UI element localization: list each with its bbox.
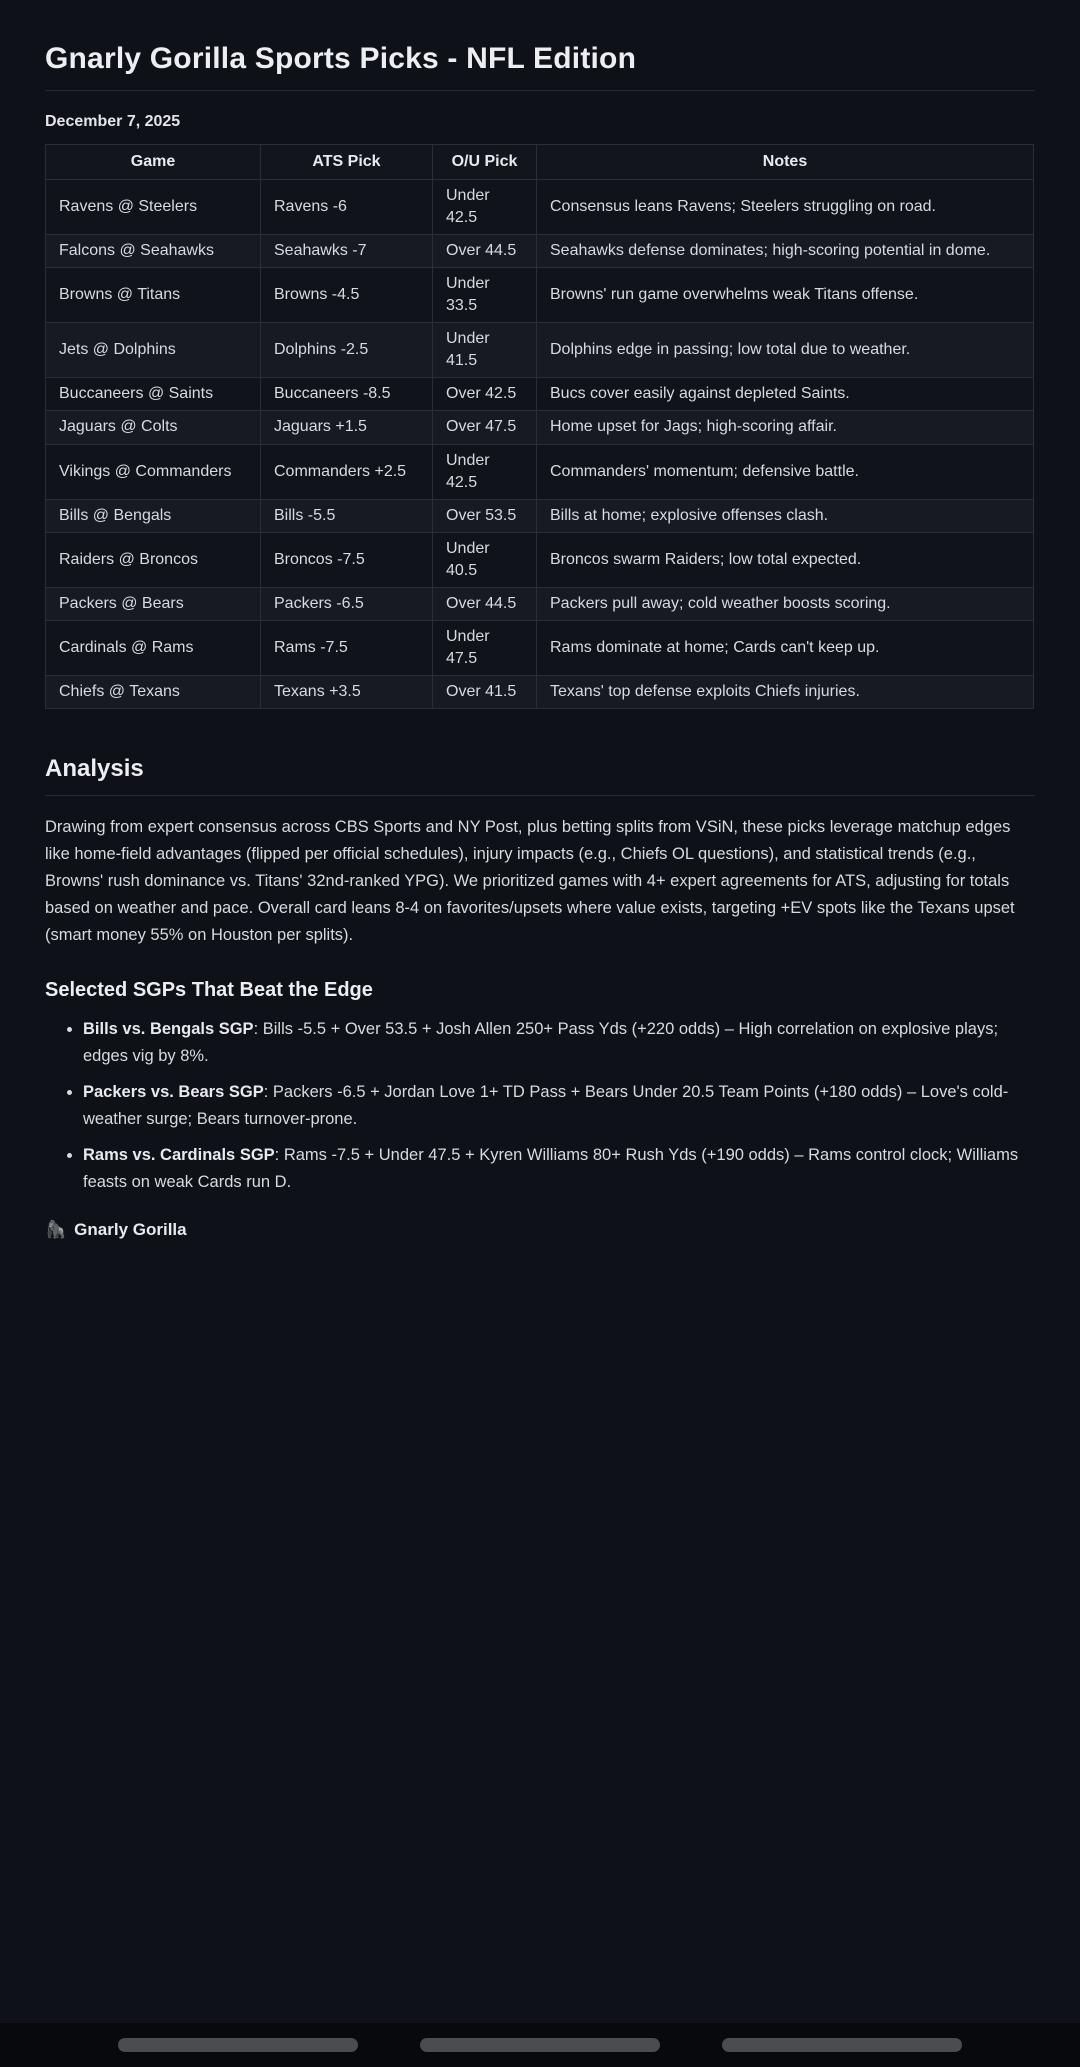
table-row xyxy=(46,323,1034,378)
cell-notes xyxy=(537,621,1034,676)
sgp-item-text: : Packers -6.5 + Jordan Love 1+ TD Pass + Bears Under 20.5 Team Points (+180 odds) – Love's cold-weather surge; Bears turnover-prone. xyxy=(83,1083,1009,1129)
cell-text: Consensus leans Ravens; Steelers struggling on road. xyxy=(550,197,936,215)
cell-text: Packers -6.5 xyxy=(274,594,364,612)
cell-text: Over 42.5 xyxy=(446,385,517,403)
cell-ats xyxy=(261,621,433,676)
cell-ou xyxy=(433,444,537,499)
table-row xyxy=(46,621,1034,676)
cell-text: Over 44.5 xyxy=(446,594,517,612)
table-row xyxy=(46,180,1034,235)
table-row xyxy=(46,411,1034,444)
cell-text: Browns -4.5 xyxy=(274,286,360,304)
cell-text: Jaguars @ Colts xyxy=(59,418,178,436)
cell-ats xyxy=(261,532,433,587)
cell-text: Cardinals @ Rams xyxy=(59,639,194,657)
cell-ou xyxy=(433,532,537,587)
cell-notes xyxy=(537,587,1034,620)
cell-ats xyxy=(261,676,433,709)
cell-ou xyxy=(433,499,537,532)
table-row xyxy=(46,587,1034,620)
cell-game xyxy=(46,676,261,709)
cell-text: Buccaneers @ Saints xyxy=(59,385,214,403)
sgp-item-label: Rams vs. Cardinals SGP xyxy=(83,1146,275,1165)
cell-notes xyxy=(537,411,1034,444)
cell-text: Bucs cover easily against depleted Saints. xyxy=(550,385,850,403)
cell-text: Over 44.5 xyxy=(446,242,517,259)
cell-text: Jets @ Dolphins xyxy=(59,341,176,359)
cell-notes xyxy=(537,268,1034,323)
cell-text: Dolphins -2.5 xyxy=(274,341,369,359)
cell-ou xyxy=(433,235,537,268)
cell-ou xyxy=(433,411,537,444)
cell-text: Under 33.5 xyxy=(446,275,490,315)
table-header-row xyxy=(46,145,1034,180)
cell-text: Vikings @ Commanders xyxy=(59,462,232,480)
cell-game xyxy=(46,323,261,378)
cell-game xyxy=(46,378,261,411)
cell-game xyxy=(46,411,261,444)
cell-ats xyxy=(261,499,433,532)
cell-ats xyxy=(261,378,433,411)
picks-table-body xyxy=(46,180,1034,709)
analysis-heading: Analysis xyxy=(45,755,1035,796)
cell-text: Commanders +2.5 xyxy=(274,462,407,480)
analysis-paragraph: Drawing from expert consensus across CBS Sports and NY Post, plus betting splits from VSiN, these picks leverage matchup edges like home-field advantages (flipped per official schedules), injury impacts (e.g., Chiefs OL questions), and statistical trends (e.g., Browns' rush dominance vs. Titans' 32nd-ranked YPG). We prioritized games with 4+ expert agreements for ATS, adjusting for totals based on weather and pace. Overall card leans 8-4 on favorites/upsets where value exists, targeting +EV spots like the Texans upset (smart money 55% on Houston per splits). xyxy=(45,818,1015,945)
sgp-item xyxy=(83,1142,1035,1196)
cell-text: Buccaneers -8.5 xyxy=(274,385,391,403)
signature-line xyxy=(45,1220,1035,1240)
gorilla-emoji-icon: 🦍 xyxy=(45,1220,67,1240)
cell-text: Texans +3.5 xyxy=(274,683,361,701)
cell-text: Bills @ Bengals xyxy=(59,506,172,524)
cell-text: Rams dominate at home; Cards can't keep up. xyxy=(550,639,880,657)
cell-text: Packers pull away; cold weather boosts scoring. xyxy=(550,594,891,612)
cell-ou xyxy=(433,378,537,411)
cell-notes xyxy=(537,499,1034,532)
cell-text: Raiders @ Broncos xyxy=(59,550,198,568)
pill-button[interactable] xyxy=(420,2038,660,2052)
cell-ou xyxy=(433,587,537,620)
column-header: Game xyxy=(46,145,261,180)
sgp-item-text: : Rams -7.5 + Under 47.5 + Kyren Williams 80+ Rush Yds (+190 odds) – Rams control clock; Williams feasts on weak Cards run D. xyxy=(83,1146,1019,1192)
cell-text: Browns @ Titans xyxy=(59,286,181,304)
cell-game xyxy=(46,532,261,587)
table-row xyxy=(46,378,1034,411)
column-header: ATS Pick xyxy=(261,145,433,180)
cell-ats xyxy=(261,411,433,444)
sgp-list xyxy=(45,1016,1035,1196)
cell-text: Ravens @ Steelers xyxy=(59,197,198,215)
cell-game xyxy=(46,499,261,532)
cell-text: Rams -7.5 xyxy=(274,639,348,657)
sgp-item xyxy=(83,1079,1035,1133)
cell-text: Over 41.5 xyxy=(446,683,517,701)
cell-text: Texans' top defense exploits Chiefs injuries. xyxy=(550,683,860,701)
cell-text: Over 47.5 xyxy=(446,418,517,436)
sgp-item-label: Bills vs. Bengals SGP xyxy=(83,1020,254,1039)
cell-text: Bills at home; explosive offenses clash. xyxy=(550,506,829,524)
cell-text: Ravens -6 xyxy=(274,197,347,215)
cell-ats xyxy=(261,235,433,268)
cell-text: Commanders' momentum; defensive battle. xyxy=(550,462,859,480)
cell-notes xyxy=(537,180,1034,235)
cell-text: Dolphins edge in passing; low total due to weather. xyxy=(550,341,911,359)
sgp-heading: Selected SGPs That Beat the Edge xyxy=(45,979,373,1002)
cell-text: Chiefs @ Texans xyxy=(59,683,180,701)
cell-text: Under 42.5 xyxy=(446,451,490,491)
cell-ou xyxy=(433,323,537,378)
cell-ats xyxy=(261,180,433,235)
cell-ats xyxy=(261,587,433,620)
cell-text: Seahawks -7 xyxy=(274,242,367,259)
sgp-item xyxy=(83,1016,1035,1070)
cell-game xyxy=(46,180,261,235)
cell-text: Broncos swarm Raiders; low total expected. xyxy=(550,550,862,568)
picks-table xyxy=(45,144,1034,709)
cell-text: Seahawks defense dominates; high-scoring potential in dome. xyxy=(550,242,991,259)
cell-game xyxy=(46,587,261,620)
cell-game xyxy=(46,235,261,268)
cell-notes xyxy=(537,323,1034,378)
cell-game xyxy=(46,444,261,499)
cell-ou xyxy=(433,621,537,676)
column-header: Notes xyxy=(537,145,1034,180)
cell-notes xyxy=(537,532,1034,587)
sgp-item-label: Packers vs. Bears SGP xyxy=(83,1083,264,1102)
cell-ou xyxy=(433,180,537,235)
table-row xyxy=(46,499,1034,532)
pill-button[interactable] xyxy=(118,2038,358,2052)
cell-text: Home upset for Jags; high-scoring affair. xyxy=(550,418,837,436)
cell-ou xyxy=(433,676,537,709)
cell-text: Broncos -7.5 xyxy=(274,550,365,568)
pill-button[interactable] xyxy=(722,2038,962,2052)
cell-text: Packers @ Bears xyxy=(59,594,184,612)
date-line: December 7, 2025 xyxy=(45,113,181,130)
cell-text: Under 40.5 xyxy=(446,539,490,579)
cell-text: Browns' run game overwhelms weak Titans offense. xyxy=(550,286,919,304)
cell-text: Bills -5.5 xyxy=(274,506,336,524)
cell-notes xyxy=(537,676,1034,709)
cell-ou xyxy=(433,268,537,323)
bottom-bar xyxy=(0,2023,1080,2067)
cell-ats xyxy=(261,323,433,378)
cell-text: Falcons @ Seahawks xyxy=(59,242,214,259)
table-row xyxy=(46,268,1034,323)
page-title: Gnarly Gorilla Sports Picks - NFL Edition xyxy=(45,42,1035,91)
cell-notes xyxy=(537,378,1034,411)
table-row xyxy=(46,235,1034,268)
cell-text: Under 47.5 xyxy=(446,628,490,668)
cell-text: Jaguars +1.5 xyxy=(274,418,367,436)
cell-ats xyxy=(261,268,433,323)
table-row xyxy=(46,676,1034,709)
cell-text: Over 53.5 xyxy=(446,506,517,524)
cell-game xyxy=(46,268,261,323)
table-row xyxy=(46,444,1034,499)
cell-notes xyxy=(537,444,1034,499)
cell-text: Under 41.5 xyxy=(446,330,490,370)
signature-name: Gnarly Gorilla xyxy=(74,1220,187,1240)
column-header: O/U Pick xyxy=(433,145,537,180)
cell-text: Under 42.5 xyxy=(446,187,490,226)
cell-ats xyxy=(261,444,433,499)
sgp-item-text: : Bills -5.5 + Over 53.5 + Josh Allen 250+ Pass Yds (+220 odds) – High correlation on explosive plays; edges vig by 8%. xyxy=(83,1020,999,1066)
cell-notes xyxy=(537,235,1034,268)
table-row xyxy=(46,532,1034,587)
cell-game xyxy=(46,621,261,676)
